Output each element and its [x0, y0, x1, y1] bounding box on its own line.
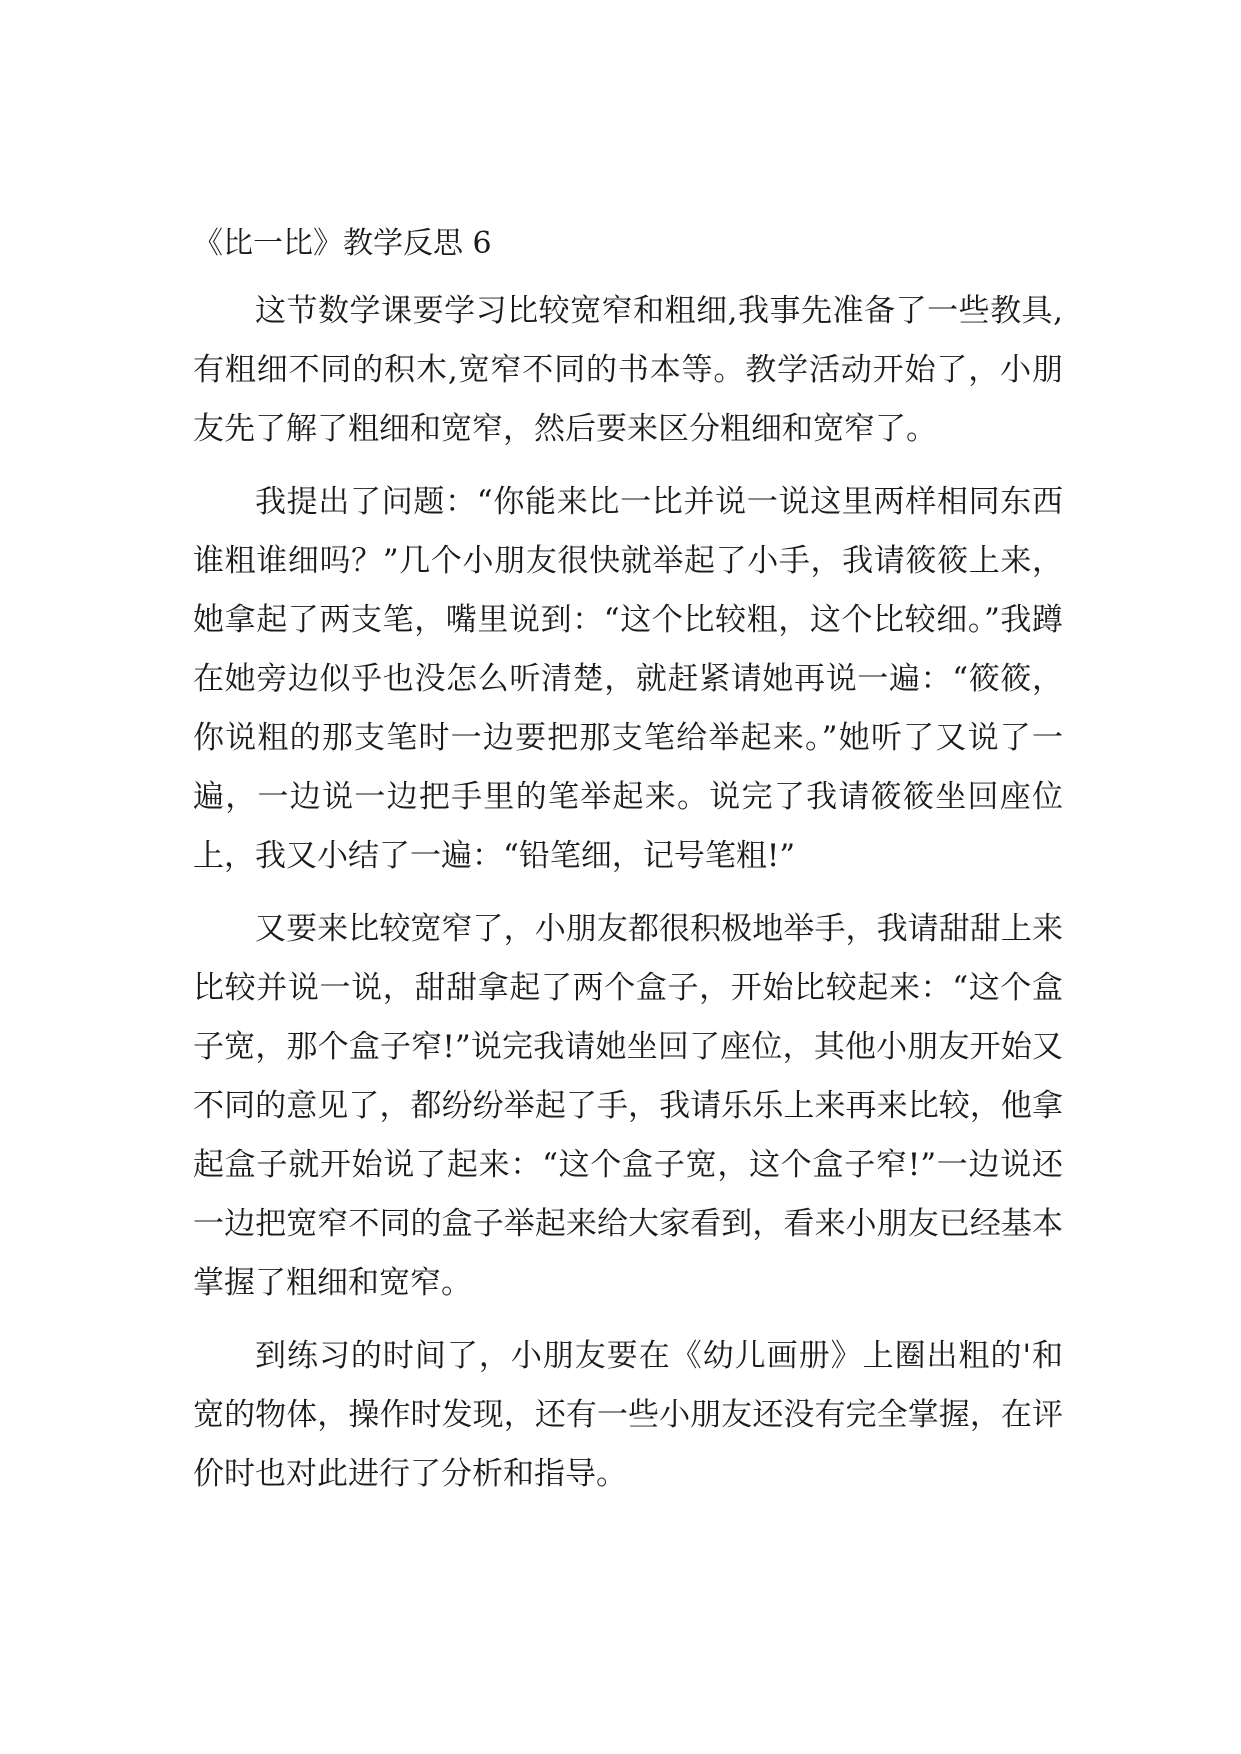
- paragraph-intro: 这节数学课要学习比较宽窄和粗细,我事先准备了一些教具,有粗细不同的积木,宽窄不同的书本等。教学活动开始了，小朋友先了解了粗细和宽窄，然后要来区分粗细和宽窄了。: [193, 293, 1063, 447]
- paragraph-width-comparison: 又要来比较宽窄了，小朋友都很积极地举手，我请甜甜上来比较并说一说，甜甜拿起了两个盒子，开始比较起来：“这个盒子宽，那个盒子窄!”说完我请她坐回了座位，其他小朋友开始又不同的意见了，都纷纷举起了手，我请乐乐上来再来比较，他拿起盒子就开始说了起来：“这个盒子宽，这个盒子窄!”一边说还一边把宽窄不同的盒子举起来给大家看到，看来小朋友已经基本掌握了粗细和宽窄。: [193, 911, 1063, 1301]
- paragraph-practice: 到练习的时间了，小朋友要在《幼儿画册》上圈出粗的'和宽的物体，操作时发现，还有一些小朋友还没有完全掌握，在评价时也对此进行了分析和指导。: [193, 1338, 1063, 1492]
- document-title: 《比一比》教学反思 6: [193, 226, 492, 261]
- paragraph-thickness-comparison: 我提出了问题：“你能来比一比并说一说这里两样相同东西谁粗谁细吗？”几个小朋友很快就举起了小手，我请筱筱上来，她拿起了两支笔，嘴里说到：“这个比较粗，这个比较细。”我蹲在她旁边似乎也没怎么听清楚，就赶紧请她再说一遍：“筱筱，你说粗的那支笔时一边要把那支笔给举起来。”她听了又说了一遍，一边说一边把手里的笔举起来。说完了我请筱筱坐回座位上，我又小结了一遍：“铅笔细，记号笔粗!”: [193, 484, 1063, 874]
- document-body: [193, 222, 1063, 1504]
